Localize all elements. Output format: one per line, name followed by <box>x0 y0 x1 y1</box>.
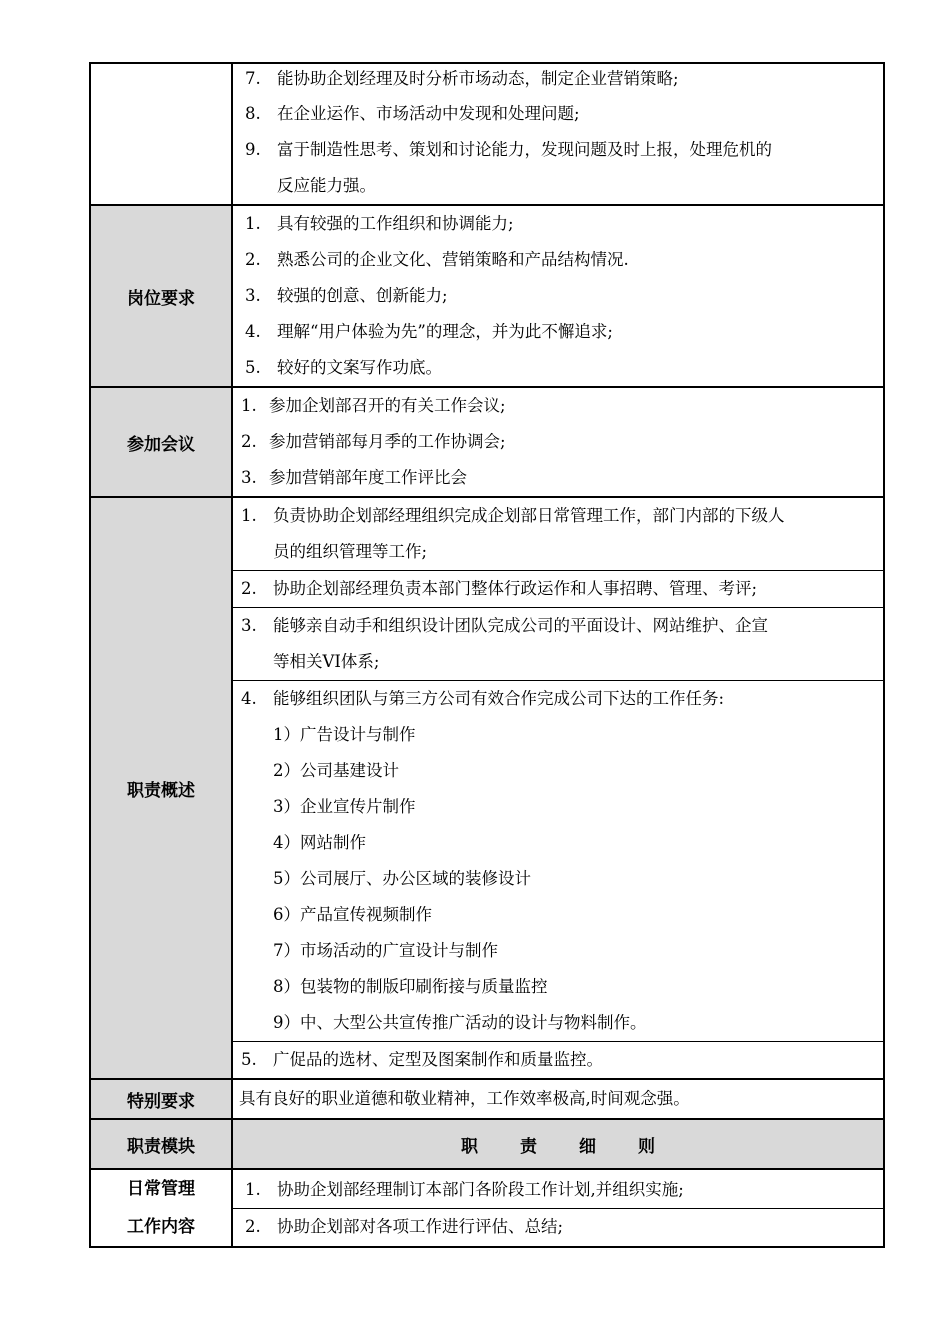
sub-list-item: 2）公司基建设计 <box>273 761 399 780</box>
daily-item-1 <box>233 1172 883 1209</box>
header-row <box>90 1119 884 1169</box>
list-item: 1. 负责协助企划部经理组织完成企划部日常管理工作，部门内部的下级人 <box>241 506 785 525</box>
requirements-label: 岗位要求 <box>90 205 232 387</box>
list-item: 2. 熟悉公司的企业文化、营销策略和产品结构情况. <box>245 250 629 269</box>
list-item-continuation: 员的组织管理等工作; <box>273 542 428 561</box>
duty-1 <box>233 498 883 571</box>
duties-content <box>232 497 884 1079</box>
daily-label-line1: 日常管理 <box>127 1179 195 1199</box>
daily-row <box>90 1169 884 1247</box>
list-item: 1. 具有较强的工作组织和协调能力; <box>245 214 514 233</box>
sub-list-item: 5）公司展厅、办公区域的装修设计 <box>273 869 531 888</box>
list-item: 2. 协助企划部经理负责本部门整体行政运作和人事招聘、管理、考评; <box>241 579 758 598</box>
list-item: 4. 理解“用户体验为先”的理念，并为此不懈追求; <box>245 322 613 341</box>
requirements-row <box>90 205 884 387</box>
duty-5 <box>233 1042 883 1078</box>
sub-list-item: 6）产品宣传视频制作 <box>273 905 432 924</box>
list-item: 1. 参加企划部召开的有关工作会议; <box>241 396 506 415</box>
list-item: 4. 能够组织团队与第三方公司有效合作完成公司下达的工作任务: <box>241 689 725 708</box>
list-item: 3. 较强的创意、创新能力; <box>245 286 448 305</box>
sub-list-item: 4）网站制作 <box>273 833 366 852</box>
daily-label <box>90 1169 232 1247</box>
sub-list-item: 3）企业宣传片制作 <box>273 797 416 816</box>
duty-3 <box>233 608 883 681</box>
special-text: 具有良好的职业道德和敬业精神，工作效率极高,时间观念强。 <box>239 1089 690 1108</box>
list-item: 8. 在企业运作、市场活动中发现和处理问题; <box>245 104 580 123</box>
special-content <box>232 1079 884 1119</box>
special-row <box>90 1079 884 1119</box>
duty-2 <box>233 571 883 608</box>
list-item: 3. 能够亲自动手和组织设计团队完成公司的平面设计、网站维护、企宣 <box>241 616 768 635</box>
job-description-table <box>89 62 885 1248</box>
list-item: 2. 协助企划部对各项工作进行评估、总结; <box>245 1216 564 1236</box>
daily-content <box>232 1169 884 1247</box>
list-item: 9. 富于制造性思考、策划和讨论能力，发现问题及时上报，处理危机的 <box>245 140 772 159</box>
continuation-row <box>90 63 884 205</box>
detail-header: 职责细则 <box>232 1119 884 1169</box>
module-header: 职责模块 <box>90 1119 232 1169</box>
sub-list-item: 8）包装物的制版印刷衔接与质量监控 <box>273 977 548 996</box>
list-item-continuation: 反应能力强。 <box>277 176 376 195</box>
continuation-content <box>232 63 884 205</box>
special-label: 特别要求 <box>90 1079 232 1119</box>
meetings-content <box>232 387 884 497</box>
sub-list-item: 9）中、大型公共宣传推广活动的设计与物料制作。 <box>273 1013 647 1032</box>
list-item: 5. 广促品的选材、定型及图案制作和质量监控。 <box>241 1050 603 1069</box>
list-item: 2. 参加营销部每月季的工作协调会; <box>241 432 506 451</box>
meetings-label: 参加会议 <box>90 387 232 497</box>
duty-4 <box>233 681 883 1042</box>
list-item: 3. 参加营销部年度工作评比会 <box>241 468 467 487</box>
duties-row <box>90 497 884 1079</box>
list-item: 5. 较好的文案写作功底。 <box>245 358 442 377</box>
list-item: 7. 能协助企划经理及时分析市场动态，制定企业营销策略; <box>245 69 679 88</box>
list-item: 1. 协助企划部经理制订本部门各阶段工作计划,并组织实施; <box>245 1179 684 1199</box>
daily-item-2 <box>233 1209 883 1245</box>
meetings-row <box>90 387 884 497</box>
requirements-content <box>232 205 884 387</box>
sub-list-item: 7）市场活动的广宣设计与制作 <box>273 941 498 960</box>
list-item-continuation: 等相关VI体系; <box>273 652 380 671</box>
daily-label-line2: 工作内容 <box>127 1217 195 1237</box>
continuation-label-cell <box>90 63 232 205</box>
duties-label: 职责概述 <box>90 497 232 1079</box>
sub-list-item: 1）广告设计与制作 <box>273 725 416 744</box>
